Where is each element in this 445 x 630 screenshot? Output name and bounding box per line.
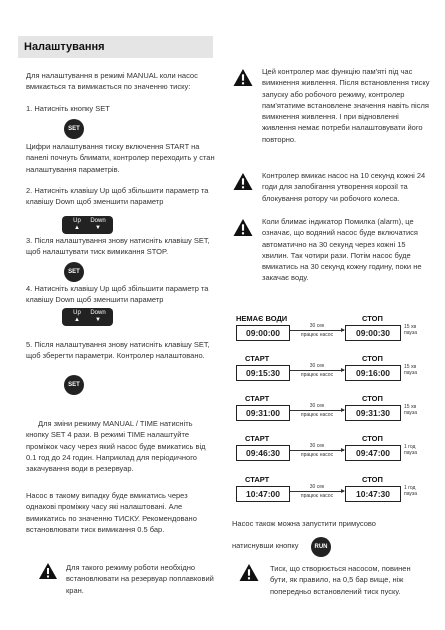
pause-duration: 15 хв: [404, 324, 417, 330]
warning-icon: [232, 218, 254, 237]
pump-run-arrow: [290, 323, 344, 338]
manual-start-text-2: натиснувши кнопку: [232, 541, 299, 550]
run-state-label: працює насос: [300, 452, 334, 458]
stop-time-box: 09:16:00: [345, 365, 401, 381]
stop-time-box: 09:47:00: [345, 445, 401, 461]
warning-icon: [38, 562, 58, 580]
start-time-box: 09:15:30: [236, 365, 290, 381]
stop-time-box: 10:47:30: [345, 486, 401, 502]
pause-text: пауза: [404, 330, 418, 336]
pause-label: [404, 364, 434, 376]
step-1-text: 1. Натисніть кнопку SET: [26, 104, 110, 113]
pause-label: [404, 444, 434, 456]
pump-run-arrow: [290, 403, 344, 418]
down-button-icon: Down ▼: [83, 216, 113, 234]
arrow-line: [290, 370, 344, 371]
start-label: СТАРТ: [245, 475, 270, 484]
arrow-line: [290, 450, 344, 451]
warning-icon: [232, 68, 254, 87]
memory-warning-text: Цей контролер має функцію пам'яті під час вимкнення живлення. Після встановлення тиску запуску або робочого режиму, контролер пам'ятатиме встановлене значення навіть після вимкнення живлення. І при відновленні живлення немає потреби налаштовувати його повторно.: [262, 67, 430, 144]
pause-text: пауза: [404, 450, 418, 456]
set-button-icon: SET: [64, 262, 84, 282]
step-2-text: 2. Натисніть клавішу Up щоб збільшити параметр та клавішу Down щоб зменшити параметр: [26, 186, 209, 207]
run-state-label: працює насос: [300, 332, 334, 338]
pause-duration: 15 хв: [404, 364, 417, 370]
run-state-label: працює насос: [300, 493, 334, 499]
start-label: СТАРТ: [245, 394, 270, 403]
run-button-icon: RUN: [311, 537, 331, 557]
intro-text: Для налаштування в режимі MANUAL коли насос вмикається та вимикається по значенню тиску:: [26, 71, 198, 92]
pause-label: [404, 404, 434, 416]
start-label: НЕМАЄ ВОДИ: [236, 314, 288, 323]
start-time-box: 09:31:00: [236, 405, 290, 421]
step-3-text: 3. Після налаштування знову натисніть клавішу SET, щоб налаштувати тиск вимикання STOP.: [26, 236, 210, 257]
arrow-line: [290, 330, 344, 331]
down-button-icon: Down ▼: [83, 308, 113, 326]
up-button-icon: Up ▲: [62, 216, 92, 234]
time-mode-text: Для зміни режиму MANUAL / TIME натисніть кнопку SET 4 рази. В режимі TIME налаштуйте проміжок часу через який насос буде вмикатись від 0.1 год до 24 годин. Наприклад для періодичного закачування води в резервуар.: [26, 419, 206, 473]
step-5-text: 5. Після налаштування знову натисніть клавішу SET, щоб зберегти параметри. Контролер налаштовано.: [26, 340, 210, 361]
start-time-box: 10:47:00: [236, 486, 290, 502]
pause-duration: 1 год: [404, 485, 416, 491]
pump-run-arrow: [290, 484, 344, 499]
step-1-description: Цифри налаштування тиску включення START на панелі почнуть блимати, контролер переходить у стан налаштування параметрів.: [26, 142, 215, 174]
stop-label: СТОП: [362, 434, 383, 443]
step-4-text: 4. Натисніть клавішу Up щоб збільшити параметр та клавішу Down щоб зменшити параметр: [26, 284, 209, 305]
stop-label: СТОП: [362, 475, 383, 484]
reservoir-warning-text: Для такого режиму роботи необхідно встановлювати на резервуар поплавковий кран.: [66, 563, 214, 595]
pause-duration: 1 год: [404, 444, 416, 450]
stop-time-box: 09:00:30: [345, 325, 401, 341]
start-label: СТАРТ: [245, 434, 270, 443]
pump-run-arrow: [290, 363, 344, 378]
pause-label: [404, 324, 434, 336]
run-duration-label: 30 сек: [309, 323, 325, 329]
run-duration-label: 30 сек: [309, 443, 325, 449]
manual-start-text: Насос також можна запустити примусово: [232, 519, 376, 528]
page-title: Налаштування: [24, 41, 105, 53]
set-button-icon: SET: [64, 119, 84, 139]
start-label: СТАРТ: [245, 354, 270, 363]
start-time-box: 09:00:00: [236, 325, 290, 341]
pump-run-arrow: [290, 443, 344, 458]
warning-icon: [232, 172, 254, 191]
stop-label: СТОП: [362, 354, 383, 363]
pause-label: [404, 485, 434, 497]
alarm-warning-text: Коли блимає індикатор Помилка (alarm), це означає, що водяний насос буде включатися автоматично на 30 секунд через кожні 15 хвилин. Так чотири рази. Потім насос буде вмикатись на 30 секунд кожну годину, поки не закачає воду.: [262, 217, 422, 283]
pause-text: пауза: [404, 410, 418, 416]
restart-warning-text: Контролер вмикає насос на 10 секунд кожні 24 годи для запобігання утворення корозії та блокування ротору чи робочого колеса.: [262, 171, 426, 203]
run-duration-label: 30 сек: [309, 403, 325, 409]
warning-icon: [238, 563, 260, 582]
pause-duration: 15 хв: [404, 404, 417, 410]
pause-text: пауза: [404, 491, 418, 497]
pressure-warning-text: Тиск, що створюється насосом, повинен бути, як правило, на 0,5 бар вище, ніж попередньо встановлений тиск пуску.: [270, 564, 411, 596]
stop-time-box: 09:31:30: [345, 405, 401, 421]
set-button-icon: SET: [64, 375, 84, 395]
run-duration-label: 30 сек: [309, 363, 325, 369]
arrow-line: [290, 491, 344, 492]
section-title-bar: [18, 36, 213, 58]
pause-text: пауза: [404, 370, 418, 376]
arrow-line: [290, 410, 344, 411]
up-button-icon: Up ▲: [62, 308, 92, 326]
run-state-label: працює насос: [300, 412, 334, 418]
run-state-label: працює насос: [300, 372, 334, 378]
stop-label: СТОП: [362, 314, 383, 323]
start-time-box: 09:46:30: [236, 445, 290, 461]
pump-note-text: Насос в такому випадку буде вмикатись через однакові проміжку часу які налаштовані. Але вимикатись по значенню ТИСКУ. Рекомендовано встановлювати тиск вимикання 0.5 бар.: [26, 491, 197, 534]
stop-label: СТОП: [362, 394, 383, 403]
run-duration-label: 30 сек: [309, 484, 325, 490]
